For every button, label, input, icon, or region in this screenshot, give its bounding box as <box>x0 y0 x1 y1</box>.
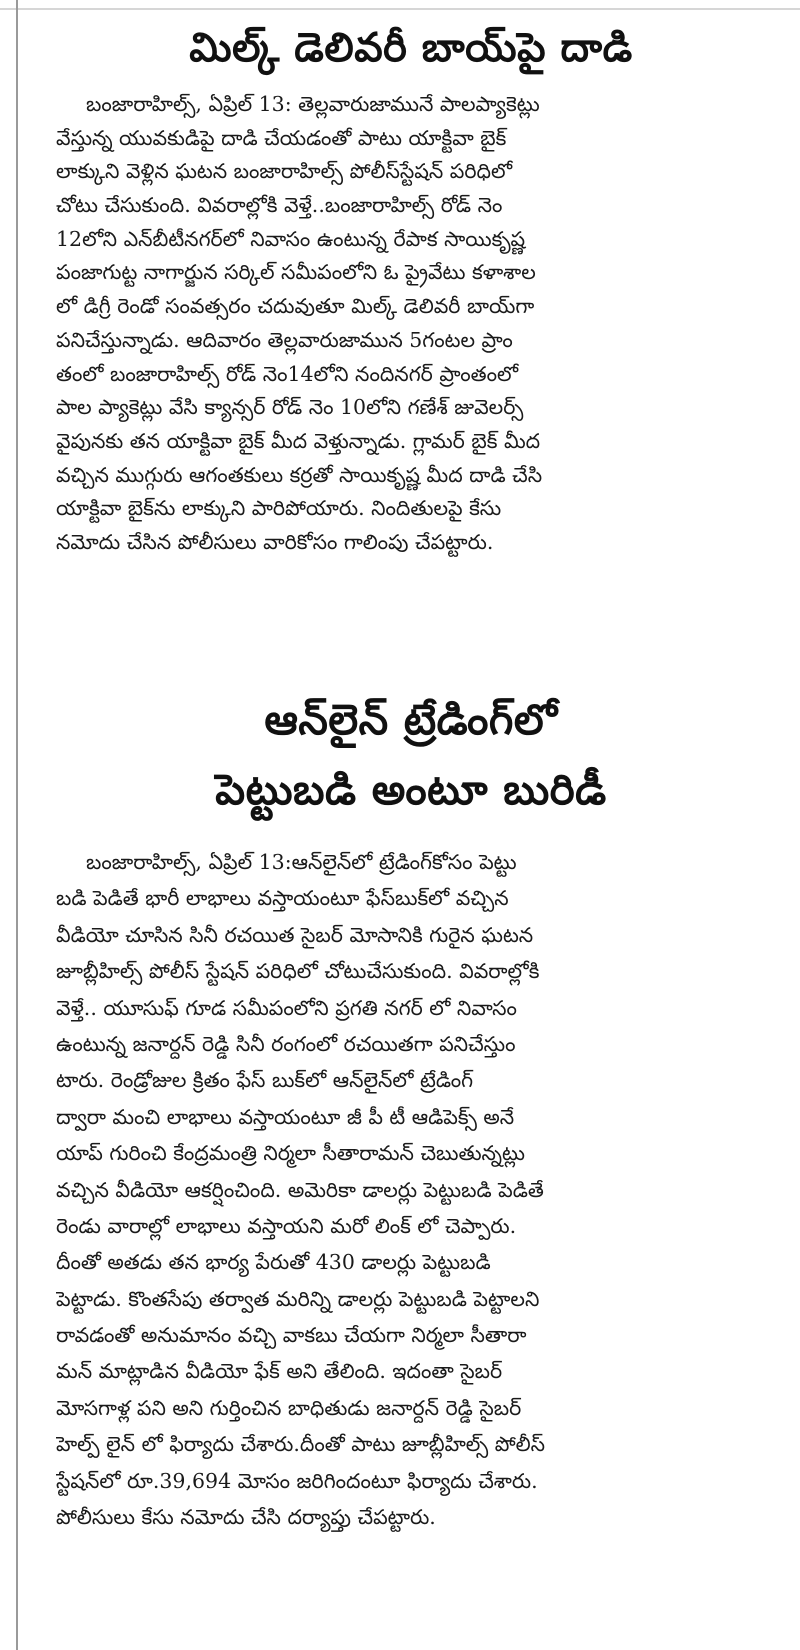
story1-line: పనిచేస్తున్నాడు. ఆదివారం తెల్లవారుజామున 5గంటల ప్రాం <box>56 327 513 352</box>
story1-headline: మిల్క్‌ డెలివరీ బాయ్‌పై దాడి <box>189 25 633 71</box>
story2-line: రావడంతో అనుమానం వచ్చి వాకబు చేయగా నిర్మలా సీతారా <box>56 1323 527 1348</box>
story1-line: తంలో బంజారాహిల్స్‌ రోడ్‌ నెం14లోని నందినగర్‌ ప్రాంతంలో <box>56 361 519 386</box>
story2-line: మోసగాళ్ల పని అని గుర్తించిన బాధితుడు జనార్దన్‌ రెడ్డి సైబర్‌ <box>56 1395 522 1420</box>
story1-line: పంజాగుట్ట నాగార్జున సర్కిల్‌ సమీపంలోని ఓ ప్రైవేటు కళాశాల <box>56 260 536 285</box>
story1-line: చోటు చేసుకుంది. వివరాల్లోకి వెళ్తే..బంజారాహిల్స్‌ రోడ్‌ నెం <box>56 193 503 218</box>
column-rule <box>16 0 18 1650</box>
story2-line: జూబ్లీహిల్స్‌ పోలీస్‌ స్టేషన్‌ పరిధిలో చోటుచేసుకుంది. వివరాల్లోకి <box>56 959 540 984</box>
story2-line: ఉంటున్న జనార్దన్‌ రెడ్డి సినీ రంగంలో రచయితగా పనిచేస్తుం <box>56 1031 516 1056</box>
story2-line: వచ్చిన వీడియో ఆకర్షించింది. అమెరికా డాలర్లు పెట్టుబడి పెడితే <box>56 1177 544 1202</box>
clipping-top-edge <box>0 0 800 10</box>
story1-line: నమోదు చేసిన పోలీసులు వారికోసం గాలింపు చేపట్టారు. <box>56 529 494 554</box>
story2-line: బంజారాహిల్స్‌, ఏప్రిల్‌ 13:ఆన్‌లైన్‌లో ట్రేడింగ్‌కోసం పెట్టు <box>86 850 517 874</box>
story2-line: బడి పెడితే భారీ లాభాలు వస్తాయంటూ ఫేస్‌బుక్‌లో వచ్చిన <box>56 886 509 911</box>
story1-line: లో డిగ్రీ రెండో సంవత్సరం చదువుతూ మిల్క్‌ డెలివరీ బాయ్‌గా <box>56 294 535 319</box>
story2-headline-line1: ఆన్‌లైన్‌ ట్రేడింగ్‌లో <box>264 695 558 744</box>
story1-line: 12లోని ఎన్‌బీటీనగర్‌లో నివాసం ఉంటున్న రేపాక సాయికృష్ణ <box>56 226 526 251</box>
story2-line: దీంతో అతడు తన భార్య పేరుతో 430 డాలర్లు పెట్టుబడి <box>56 1250 491 1275</box>
story1-line: వైపునకు తన యాక్టివా బైక్‌ మీద వెళ్తున్నాడు. గ్లామర్‌ బైక్‌ మీద <box>56 428 541 453</box>
story2-line: టారు. రెండ్రోజుల క్రితం ఫేస్‌ బుక్‌లో ఆన్‌లైన్‌లో ట్రేడింగ్‌ <box>56 1068 474 1093</box>
story2-body <box>56 844 676 1535</box>
story2-line: వెళ్తే.. యూసుఫ్‌ గూడ సమీపంలోని ప్రగతి నగర్‌ లో నివాసం <box>56 995 517 1020</box>
story1-line: లాక్కుని వెళ్లిన ఘటన బంజారాహిల్స్‌ పోలీస్‌స్టేషన్‌ పరిధిలో <box>56 159 513 184</box>
story2-headline-line2: పెట్టుబడి అంటూ బురిడీ <box>215 765 607 814</box>
story2-line: మన్‌ మాట్లాడిన వీడియో ఫేక్‌ అని తేలింది. ఇదంతా సైబర్‌ <box>56 1359 503 1384</box>
story2-line: పెట్టాడు. కొంతసేపు తర్వాత మరిన్ని డాలర్లు పెట్టుబడి పెట్టాలని <box>56 1286 540 1311</box>
story1-line: పాల ప్యాకెట్లు వేసి క్యాన్సర్‌ రోడ్‌ నెం 10లోని గణేశ్‌ జువెలర్స్‌ <box>56 395 524 420</box>
story2-line: రెండు వారాల్లో లాభాలు వస్తాయని మరో లింక్‌ లో చెప్పారు. <box>56 1213 517 1238</box>
story2-line: వీడియో చూసిన సినీ రచయిత సైబర్‌ మోసానికి గురైన ఘటన <box>56 922 534 947</box>
story1-body <box>56 88 676 560</box>
story1-line: వేస్తున్న యువకుడిపై దాడి చేయడంతో పాటు యాక్టివా బైక్‌ <box>56 125 507 150</box>
story2-line: హెల్ప్‌ లైన్‌ లో ఫిర్యాదు చేశారు.దీంతో పాటు జూబ్లీహిల్స్‌ పోలీస్‌ <box>56 1432 546 1457</box>
story1-line: బంజారాహిల్స్‌, ఏప్రిల్‌ 13: తెల్లవారుజామునే పాలప్యాకెట్లు <box>86 92 540 116</box>
story2-line: స్టేషన్‌లో రూ.39,694 మోసం జరిగిందంటూ ఫిర్యాదు చేశారు. <box>56 1468 538 1493</box>
story2-line: పోలీసులు కేసు నమోదు చేసి దర్యాప్తు చేపట్టారు. <box>56 1505 436 1530</box>
story1-line: యాక్టివా బైక్‌ను లాక్కుని పారిపోయారు. నిందితులపై కేసు <box>56 496 502 521</box>
story1-line: వచ్చిన ముగ్గురు ఆగంతకులు కర్రతో సాయికృష్ణ మీద దాడి చేసి <box>56 462 543 487</box>
story2-line: ద్వారా మంచి లాభాలు వస్తాయంటూ జీ పీ టీ ఆడిపెక్స్‌ అనే <box>56 1104 515 1129</box>
story2-line: యాప్‌ గురించి కేంద్రమంత్రి నిర్మలా సీతారామన్‌ చెబుతున్నట్లు <box>56 1141 525 1166</box>
